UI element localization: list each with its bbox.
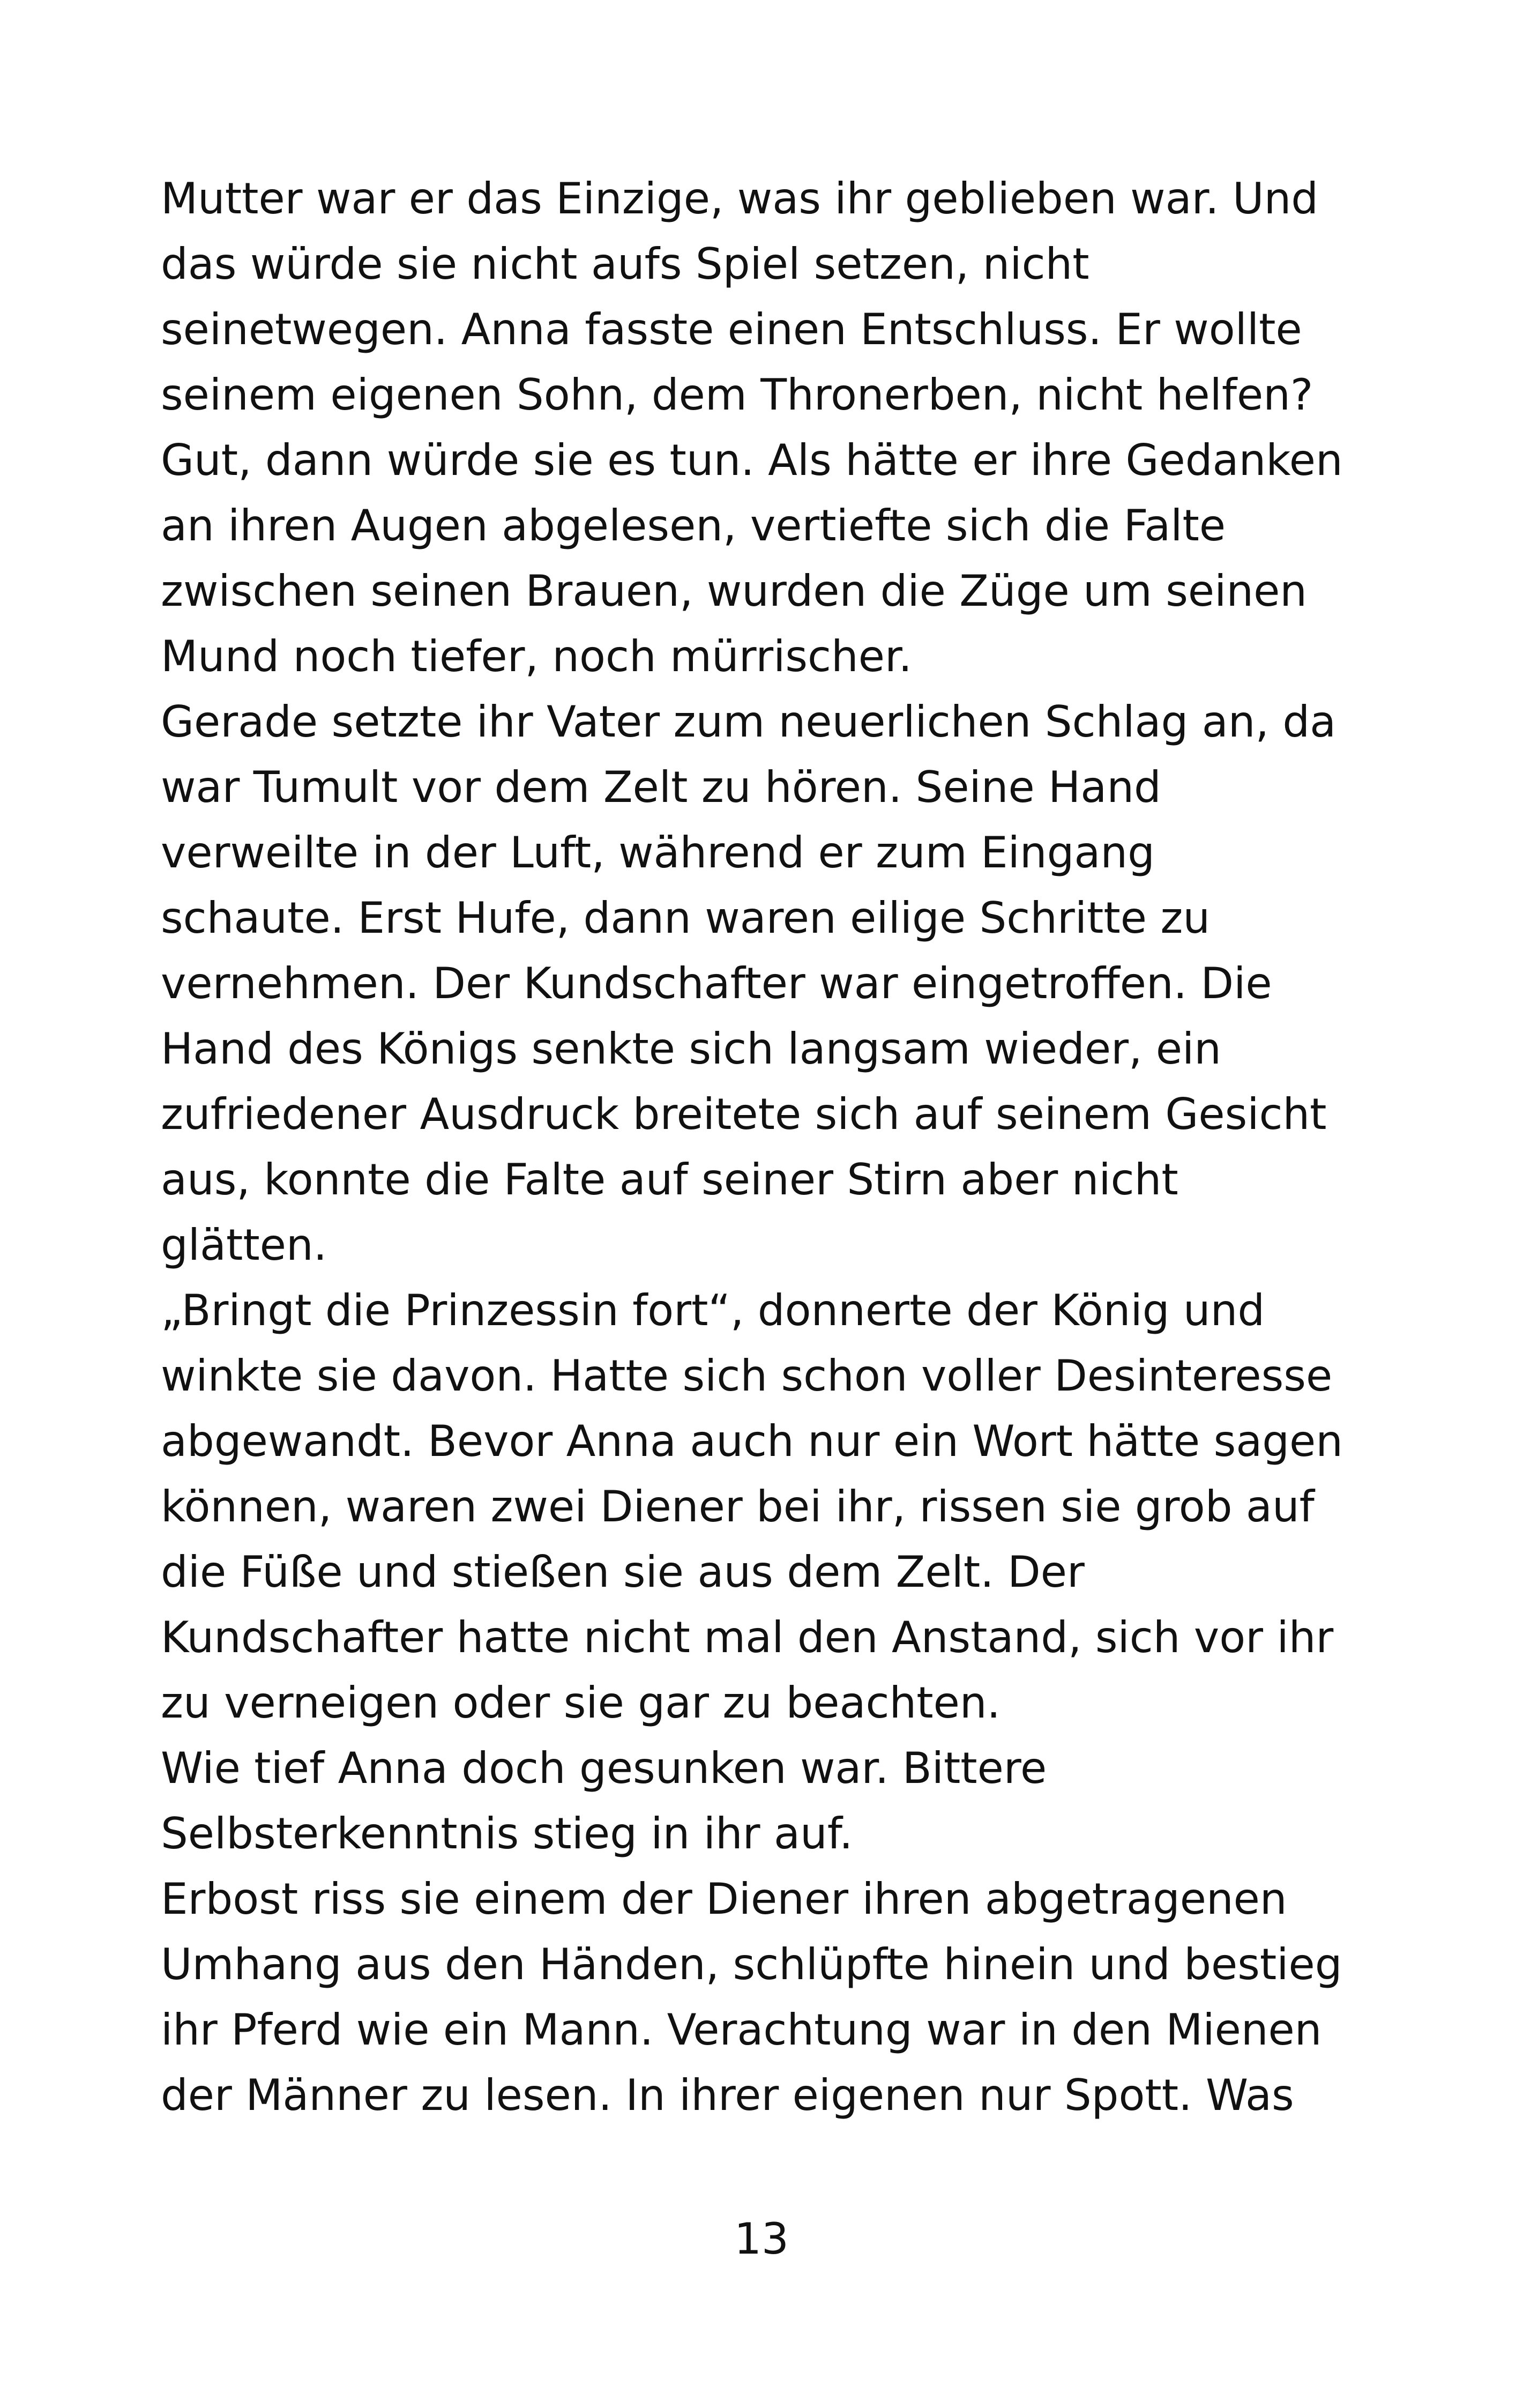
text-line: „Bringt die Prinzessin fort“, donnerte der König und <box>161 1285 1265 1335</box>
text-line: Hand des Königs senkte sich langsam wieder, ein <box>161 1024 1221 1074</box>
text-line: Gerade setzte ihr Vater zum neuerlichen Schlag an, da <box>161 697 1337 747</box>
text-line: Kundschafter hatte nicht mal den Anstand, sich vor ihr <box>161 1612 1334 1662</box>
text-line: Mund noch tiefer, noch mürrischer. <box>161 631 912 681</box>
text-line: Wie tief Anna doch gesunken war. Bittere <box>161 1743 1047 1793</box>
text-line: zu verneigen oder sie gar zu beachten. <box>161 1678 1001 1728</box>
text-line: Gut, dann würde sie es tun. Als hätte er ihre Gedanken <box>161 435 1343 485</box>
text-line: der Männer zu lesen. In ihrer eigenen nur Spott. Was <box>161 2070 1294 2120</box>
text-line: verweilte in der Luft, während er zum Eingang <box>161 828 1155 878</box>
text-line: an ihren Augen abgelesen, vertiefte sich die Falte <box>161 501 1226 551</box>
text-line: glätten. <box>161 1220 327 1270</box>
text-line: können, waren zwei Diener bei ihr, rissen sie grob auf <box>161 1482 1315 1532</box>
text-line: Umhang aus den Händen, schlüpfte hinein und bestieg <box>161 1939 1342 1989</box>
text-line: das würde sie nicht aufs Spiel setzen, nicht <box>161 239 1089 289</box>
text-line: seinem eigenen Sohn, dem Thronerben, nicht helfen? <box>161 370 1313 420</box>
text-line: winkte sie davon. Hatte sich schon voller Desinteresse <box>161 1351 1333 1401</box>
text-line: Selbsterkenntnis stieg in ihr auf. <box>161 1809 853 1859</box>
text-line: ihr Pferd wie ein Mann. Verachtung war in den Mienen <box>161 2005 1322 2055</box>
text-line: war Tumult vor dem Zelt zu hören. Seine Hand <box>161 762 1161 812</box>
body-text <box>161 166 1393 2128</box>
text-line: Erbost riss sie einem der Diener ihren abgetragenen <box>161 1874 1287 1924</box>
text-line: aus, konnte die Falte auf seiner Stirn aber nicht <box>161 1155 1178 1205</box>
text-line: schaute. Erst Hufe, dann waren eilige Schritte zu <box>161 893 1211 943</box>
text-line: Mutter war er das Einzige, was ihr geblieben war. Und <box>161 174 1319 224</box>
text-line: vernehmen. Der Kundschafter war eingetroffen. Die <box>161 958 1272 1008</box>
text-line: zufriedener Ausdruck breitete sich auf seinem Gesicht <box>161 1089 1327 1139</box>
text-line: abgewandt. Bevor Anna auch nur ein Wort hätte sagen <box>161 1416 1343 1466</box>
page-number: 13 <box>734 2214 789 2264</box>
text-line: zwischen seinen Brauen, wurden die Züge um seinen <box>161 566 1307 616</box>
text-line: seinetwegen. Anna fasste einen Entschluss. Er wollte <box>161 304 1302 354</box>
text-line: die Füße und stießen sie aus dem Zelt. Der <box>161 1547 1085 1597</box>
